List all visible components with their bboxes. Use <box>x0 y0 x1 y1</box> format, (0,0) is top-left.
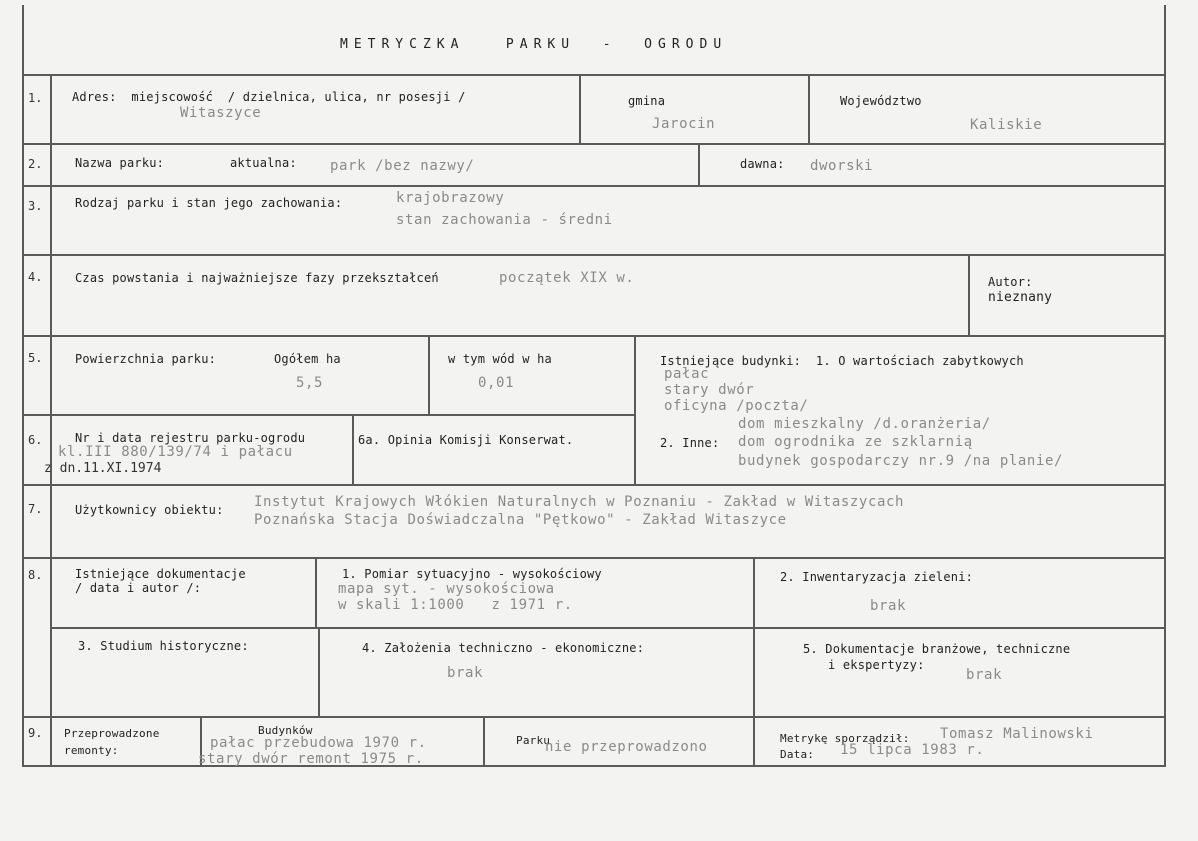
park-type-value: krajobrazowy <box>396 190 505 206</box>
rule <box>22 414 634 416</box>
rule <box>483 716 485 765</box>
rule <box>22 254 1165 256</box>
rule <box>22 335 1165 337</box>
rule <box>22 765 1165 767</box>
user-item: Poznańska Stacja Doświadczalna "Pętkowo" - Zakład Witaszyce <box>254 512 787 528</box>
user-item: Instytut Krajowych Włókien Naturalnych w Poznaniu - Zakład w Witaszycach <box>254 494 905 510</box>
park-condition-value: stan zachowania - średni <box>396 212 613 228</box>
park-type-label: Rodzaj parku i stan jego zachowania: <box>75 196 343 210</box>
date-label: Data: <box>780 748 815 761</box>
rule <box>50 74 52 766</box>
register-date: z dn.11.XI.1974 <box>44 461 162 476</box>
rule <box>22 185 1165 187</box>
section-number: 1. <box>28 91 43 105</box>
branch-docs-sublabel: i ekspertyzy: <box>828 658 925 672</box>
section-number: 6. <box>28 433 43 447</box>
branch-docs-label: 5. Dokumentacje branżowe, techniczne <box>803 642 1071 656</box>
survey-label: 1. Pomiar sytuacyjno - wysokościowy <box>342 567 602 581</box>
address-value: Witaszyce <box>180 105 262 121</box>
rule <box>22 716 1165 718</box>
park-renovations-value: nie przeprowadzono <box>545 739 708 755</box>
address-label: Adres: miejscowość / dzielnica, ulica, nr posesji / <box>72 90 466 104</box>
users-label: Użytkownicy obiektu: <box>75 503 224 517</box>
historical-study-label: 3. Studium historyczne: <box>78 639 249 653</box>
rule <box>698 143 700 185</box>
building-renovation-item: stary dwór remont 1975 r. <box>198 751 424 767</box>
buildings-renovations-label: Budynków <box>258 724 313 737</box>
voivodeship-label: Województwo <box>840 94 922 108</box>
register-value: kl.III 880/139/74 i pałacu <box>58 444 293 460</box>
date-value: 15 lipca 1983 r. <box>840 742 985 758</box>
park-name-label: Nazwa parku: <box>75 156 165 170</box>
survey-value: mapa syt. - wysokościowa <box>338 581 555 597</box>
prepared-by-label: Metrykę sporządził: <box>780 732 910 745</box>
other-building-item: budynek gospodarczy nr.9 /na planie/ <box>738 453 1064 469</box>
inventory-label: 2. Inwentaryzacja zieleni: <box>780 570 974 584</box>
other-buildings-label: 2. Inne: <box>660 436 720 450</box>
other-building-item: dom mieszkalny /d.oranżeria/ <box>738 416 991 432</box>
other-building-item: dom ogrodnika ze szklarnią <box>738 434 973 450</box>
current-name-value: park /bez nazwy/ <box>330 158 475 174</box>
section-number: 8. <box>28 568 43 582</box>
rule <box>808 74 810 143</box>
section-number: 4. <box>28 270 43 284</box>
history-label: Czas powstania i najważniejsze fazy przekształceń <box>75 271 439 285</box>
section-number: 2. <box>28 157 43 171</box>
documentation-label: Istniejące dokumentacje <box>75 567 246 581</box>
park-renovations-label: Parku <box>516 734 551 747</box>
renovations-label: Przeprowadzone <box>64 727 160 740</box>
water-area-label: w tym wód w ha <box>448 352 552 366</box>
author-label: Autor: <box>988 275 1033 289</box>
gmina-value: Jarocin <box>652 116 716 132</box>
building-item: oficyna /poczta/ <box>664 398 809 414</box>
technical-label: 4. Założenia techniczno - ekonomiczne: <box>362 641 645 655</box>
documentation-sublabel: / data i autor /: <box>75 581 202 595</box>
section-number: 3. <box>28 199 43 213</box>
branch-docs-value: brak <box>966 667 1003 683</box>
rule <box>22 74 1165 76</box>
rule <box>50 627 1165 629</box>
section-number: 5. <box>28 351 43 365</box>
total-area-value: 5,5 <box>296 375 324 391</box>
inventory-value: brak <box>870 598 907 614</box>
history-value: początek XIX w. <box>499 270 635 286</box>
current-name-label: aktualna: <box>230 156 297 170</box>
former-name-value: dworski <box>810 158 874 174</box>
section-number: 9. <box>28 726 43 740</box>
opinion-label: 6a. Opinia Komisji Konserwat. <box>358 433 574 447</box>
register-label: Nr i data rejestru parku-ogrodu <box>75 431 306 445</box>
section-number: 7. <box>28 502 43 516</box>
rule <box>352 414 354 484</box>
rule <box>22 484 1165 486</box>
building-renovation-item: pałac przebudowa 1970 r. <box>210 735 427 751</box>
rule <box>22 557 1165 559</box>
area-label: Powierzchnia parku: <box>75 352 217 366</box>
rule <box>22 5 24 767</box>
total-area-label: Ogółem ha <box>274 352 341 366</box>
rule <box>753 716 755 765</box>
author-value: nieznany <box>988 290 1053 305</box>
rule <box>428 335 430 414</box>
rule <box>579 74 581 143</box>
rule <box>634 335 636 484</box>
former-name-label: dawna: <box>740 157 785 171</box>
building-item: pałac <box>664 366 710 382</box>
rule <box>22 143 1165 145</box>
voivodeship-value: Kaliskie <box>970 117 1043 133</box>
prepared-by-value: Tomasz Malinowski <box>940 726 1094 742</box>
renovations-sublabel: remonty: <box>64 744 119 757</box>
rule <box>318 627 320 716</box>
building-item: stary dwór <box>664 382 755 398</box>
rule <box>753 557 755 716</box>
gmina-label: gmina <box>628 94 666 108</box>
rule <box>1164 5 1166 767</box>
rule <box>315 557 317 627</box>
water-area-value: 0,01 <box>478 375 515 391</box>
technical-value: brak <box>447 665 484 681</box>
buildings-label: Istniejące budynki: 1. O wartościach zabytkowych <box>660 354 1024 368</box>
card-title: METRYCZKA PARKU - OGRODU <box>340 37 728 52</box>
survey-scale-value: w skali 1:1000 z 1971 r. <box>338 597 573 613</box>
rule <box>968 254 970 335</box>
